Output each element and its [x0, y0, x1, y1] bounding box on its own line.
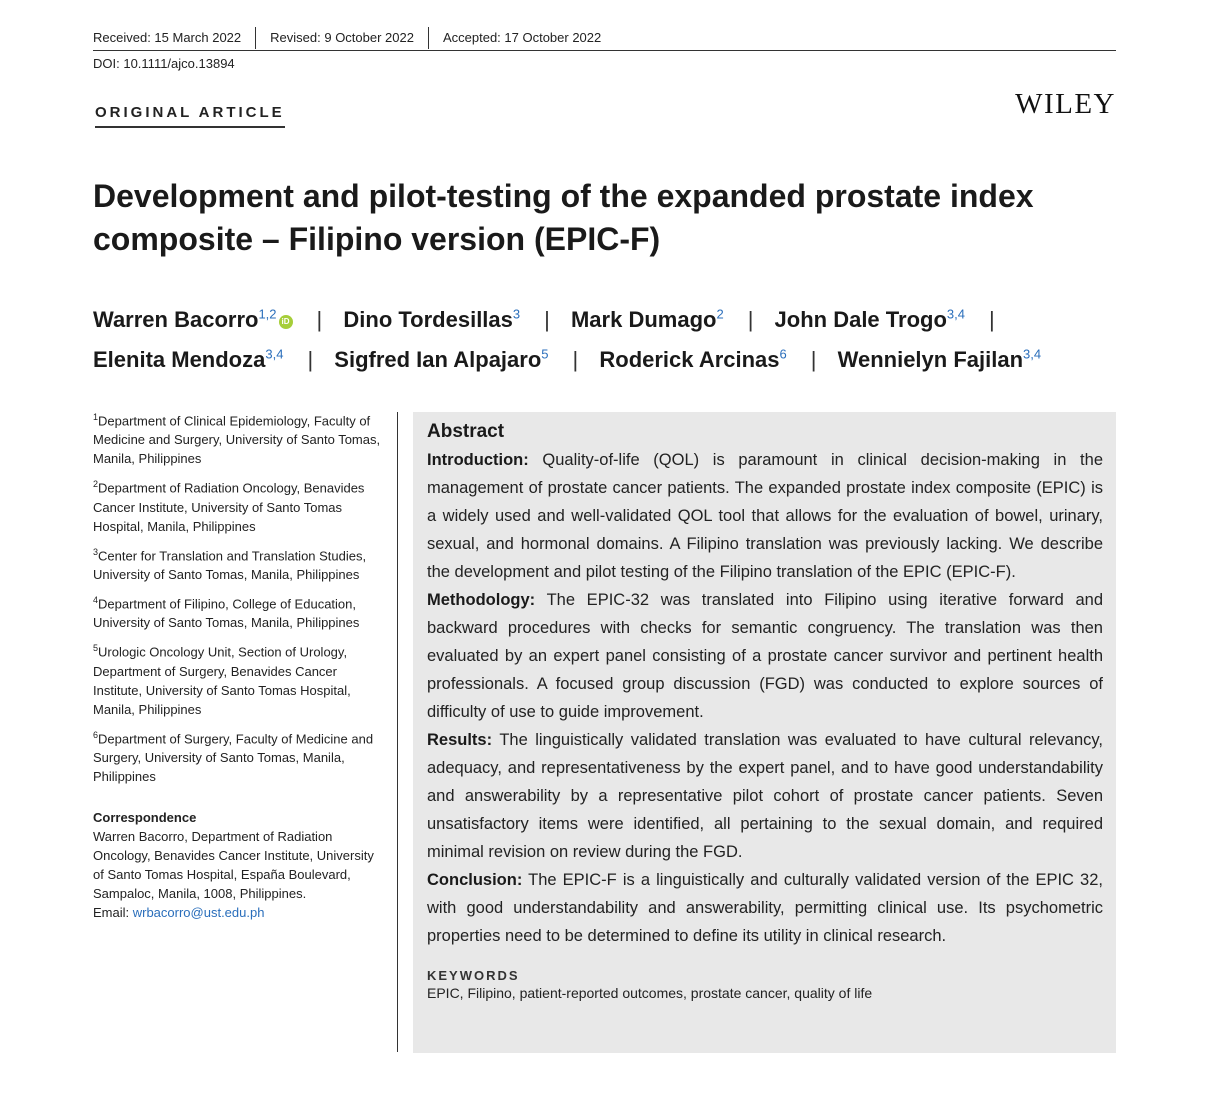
separator: | — [572, 346, 579, 372]
author-affiliation-ref: 3,4 — [946, 307, 965, 322]
publication-dates — [93, 26, 1116, 51]
abstract-methodology — [427, 586, 1103, 726]
abstract-conclusion — [427, 866, 1103, 950]
author-name: Mark Dumago — [570, 307, 717, 333]
author-name: Roderick Arcinas — [599, 346, 780, 372]
abstract-heading: Abstract — [427, 421, 505, 442]
separator: | — [747, 307, 754, 333]
affiliation — [93, 475, 385, 535]
author-affiliation-ref: 3 — [512, 307, 521, 322]
author-affiliation-ref: 3,4 — [265, 346, 284, 362]
author[interactable] — [343, 307, 520, 332]
author-affiliation-ref: 2 — [716, 307, 724, 322]
orcid-icon[interactable]: iD — [279, 315, 293, 329]
section-label: Results: — [427, 731, 493, 749]
affiliation-number: 4 — [93, 594, 99, 605]
affiliations-column — [93, 408, 385, 922]
affiliation-number: 2 — [93, 479, 99, 490]
affiliation — [93, 591, 385, 632]
affiliation — [93, 543, 385, 584]
email-link[interactable]: wrbacorro@ust.edu.ph — [132, 904, 265, 920]
author[interactable] — [334, 347, 548, 372]
author[interactable] — [571, 307, 724, 332]
author[interactable] — [838, 347, 1042, 372]
author-list — [93, 298, 1123, 377]
received-date: Received: 15 March 2022 — [93, 30, 242, 45]
affiliation-text: Department of Radiation Oncology, Benavides Cancer Institute, University of Santo Tomas Hospital, Manila, Philippines — [93, 480, 365, 534]
section-text: The linguistically validated translation was evaluated to have cultural relevancy, adequacy, and representativeness by the expert panel, and to have good understandability and answerability by a representative pilot cohort of prostate cancer patients. Seven unsatisfactory items were identified, all pertaining to the sexual domain, and required minimal revision on review during the FGD. — [427, 731, 1103, 861]
affiliation-text: Urologic Oncology Unit, Section of Urology, Department of Surgery, Benavides Cancer Institute, University of Santo Tomas Hospital, Manila, Philippines — [93, 644, 351, 717]
author-affiliation-ref: 1,2 — [258, 307, 277, 322]
accepted-date: Accepted: 17 October 2022 — [428, 27, 615, 49]
author-name: Warren Bacorro — [93, 307, 259, 333]
separator: | — [544, 307, 550, 333]
correspondence-email — [93, 903, 385, 922]
author-affiliation-ref: 6 — [779, 346, 787, 362]
abstract-panel — [413, 412, 1116, 1053]
separator: | — [988, 307, 995, 333]
author[interactable] — [93, 347, 283, 372]
affiliation-number: 5 — [93, 643, 99, 654]
section-label: Conclusion: — [427, 871, 523, 889]
article-type: ORIGINAL ARTICLE — [95, 104, 285, 128]
abstract-introduction — [427, 446, 1103, 586]
author[interactable] — [93, 307, 293, 332]
affiliation-number: 1 — [93, 412, 99, 422]
column-divider — [397, 412, 398, 1052]
affiliation — [93, 408, 385, 468]
section-text: Quality-of-life (QOL) is paramount in clinical decision-making in the management of prostate cancer patients. The expanded prostate index composite (EPIC) is a widely used and well-validated QOL tool that allows for the evaluation of bowel, urinary, sexual, and hormonal domains. A Filipino translation was previously lacking. We describe the development and pilot testing of the Filipino translation of the EPIC (EPIC-F). — [427, 451, 1103, 581]
section-text: The EPIC-F is a linguistically and culturally validated version of the EPIC 32, with good understandability and answerability, permitting clinical use. Its psychometric properties need to be determined to define its utility in clinical research. — [427, 871, 1103, 945]
affiliation — [93, 726, 385, 786]
affiliation-number: 6 — [93, 729, 99, 740]
author-name: John Dale Trogo — [774, 307, 947, 333]
section-label: Introduction: — [427, 451, 529, 469]
separator: | — [810, 346, 817, 372]
doi: DOI: 10.1111/ajco.13894 — [93, 56, 235, 71]
revised-date: Revised: 9 October 2022 — [255, 27, 428, 49]
author-affiliation-ref: 5 — [541, 346, 549, 362]
correspondence — [93, 808, 385, 922]
author-name: Elenita Mendoza — [93, 346, 266, 372]
author-name: Wennielyn Fajilan — [837, 346, 1024, 372]
affiliation-number: 3 — [93, 546, 99, 557]
correspondence-heading: Correspondence — [93, 809, 197, 825]
keywords-heading: KEYWORDS — [427, 968, 520, 983]
author[interactable] — [775, 307, 965, 332]
paper-title: Development and pilot-testing of the expanded prostate index composite – Filipino version (EPIC-F) — [93, 178, 1034, 257]
author-affiliation-ref: 3,4 — [1023, 346, 1042, 362]
affiliation-text: Department of Filipino, College of Education, University of Santo Tomas, Manila, Philippines — [93, 596, 360, 631]
affiliation — [93, 639, 385, 718]
affiliation-text: Center for Translation and Translation Studies, University of Santo Tomas, Manila, Philippines — [93, 547, 367, 582]
affiliation-text: Department of Clinical Epidemiology, Faculty of Medicine and Surgery, University of Santo Tomas, Manila, Philippines — [93, 413, 381, 467]
author-name: Sigfred Ian Alpajaro — [334, 346, 542, 372]
section-label: Methodology: — [427, 591, 536, 609]
publisher-logo: WILEY — [1015, 88, 1116, 120]
separator: | — [316, 307, 323, 333]
section-text: The EPIC-32 was translated into Filipino using iterative forward and backward procedures with checks for semantic congruency. The translation was then evaluated by an expert panel consisting of a prostate cancer survivor and pertinent health professionals. A focused group discussion (FGD) was conducted to explore sources of difficulty of use to guide improvement. — [427, 591, 1103, 721]
author[interactable] — [599, 347, 786, 372]
correspondence-address: Warren Bacorro, Department of Radiation Oncology, Benavides Cancer Institute, University of Santo Tomas Hospital, España Boulevard, Sampaloc, Manila, 1008, Philippines. — [93, 828, 374, 901]
email-label: Email: — [93, 904, 133, 920]
author-name: Dino Tordesillas — [343, 307, 513, 333]
separator: | — [307, 346, 314, 372]
affiliation-text: Department of Surgery, Faculty of Medicine and Surgery, University of Santo Tomas, Manila, Philippines — [93, 730, 374, 784]
keywords-list: EPIC, Filipino, patient-reported outcomes, prostate cancer, quality of life — [427, 985, 873, 1001]
abstract-results — [427, 726, 1103, 866]
